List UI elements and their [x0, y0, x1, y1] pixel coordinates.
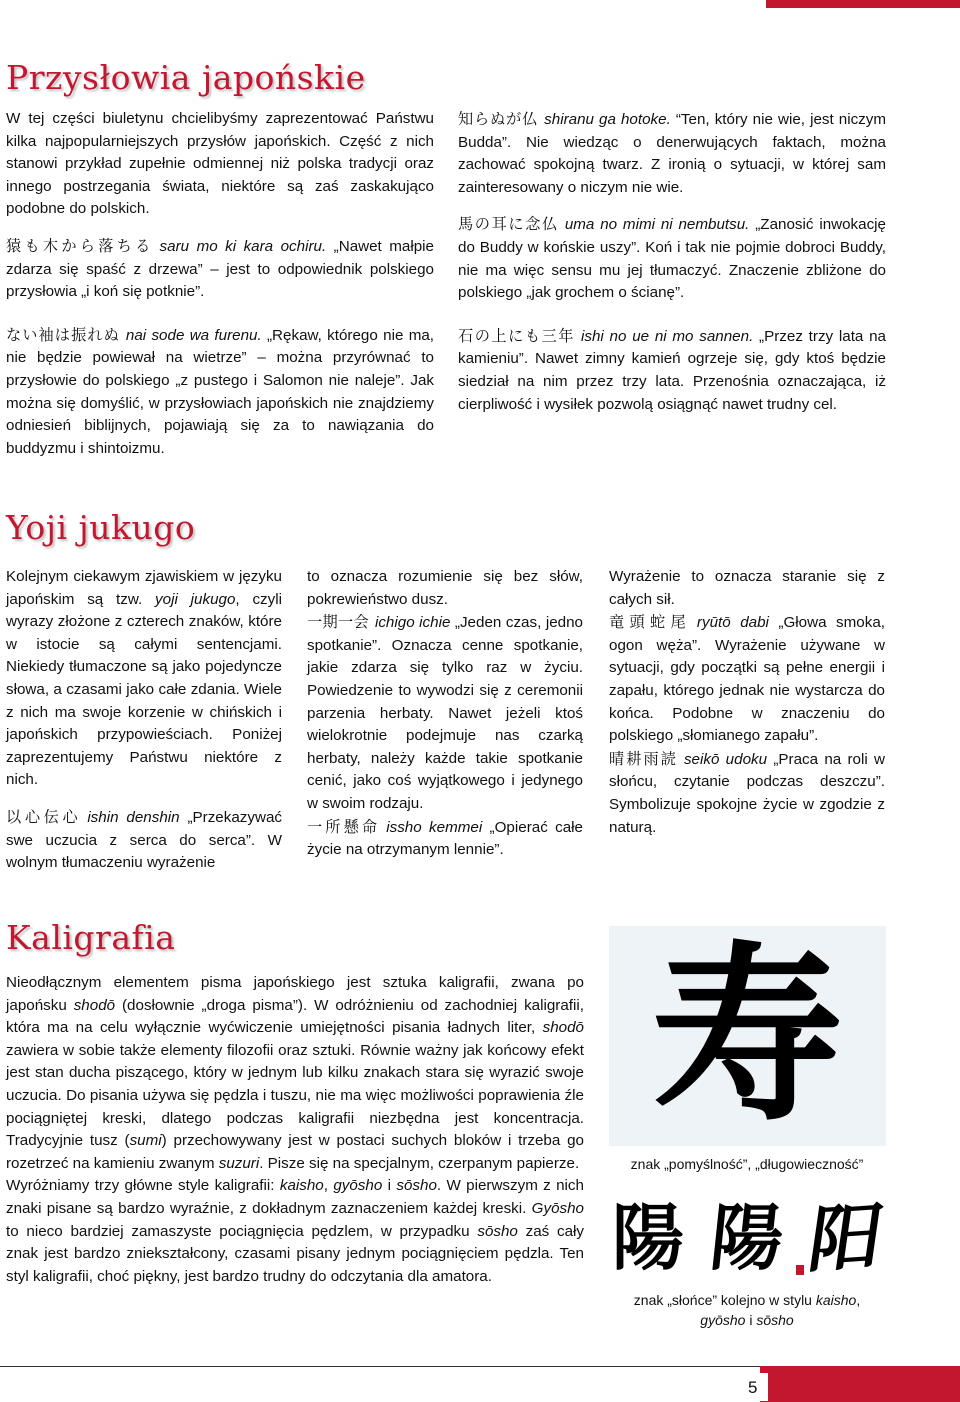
text-run: zaś cały znak jest bardzo zniekształcony, czasami pisany jednym pociągnięciem pędzla. Ten styl kaligrafii, choć piękny, jest bardzo trudny do odczytania dla amatora.	[6, 1222, 584, 1285]
term-sosho: sōsho	[477, 1222, 518, 1240]
caption-text: i	[745, 1312, 757, 1328]
caption-text: znak „słońce” kolejno w stylu	[633, 1292, 816, 1308]
proverbs-right-column	[458, 108, 886, 426]
yoji-item	[6, 806, 282, 875]
yoji-item	[609, 611, 885, 748]
proverb-japanese: ない袖は振れぬ	[6, 325, 120, 344]
calligraphy-text	[6, 972, 584, 1288]
footer-accent-block	[760, 1366, 960, 1402]
text-run: to nieco bardziej zamaszyste pociągnięcia pędzlem, w przypadku	[6, 1222, 478, 1240]
term-shodo: shodō	[542, 1019, 584, 1037]
proverb-romaji: nai sode wa furenu.	[125, 326, 262, 344]
proverb-japanese: 猿も木から落ちる	[6, 236, 154, 255]
yoji-intro-text: Kolejnym ciekawym zjawiskiem w języku japońskim są tzw.	[6, 568, 282, 608]
calligraphy-paragraph-1	[6, 972, 584, 1175]
caption-term: sōsho	[756, 1312, 794, 1328]
proverb-translation: „Zanosić inwokację do Buddy w końskie uszy”. Koń i tak nie pojmie dobroci Buddy, nie ma więc sensu mu jej tłumaczyć. Znaczenie zbliżone do polskiego „jak grochem o ścianę”.	[458, 216, 887, 302]
proverb-item	[458, 108, 886, 199]
yoji-romaji: issho kemmei	[386, 818, 483, 836]
text-run: zawiera w sobie także elementy filozofii oraz sztuki. Równie ważny jak końcowy efekt jest stan ducha piszącego, który w jednym lub kilku znakach stara się wyrazić swoje uczucia. Do pisania używa się pędzla i tuszu, nie ma więc możliwości poprawienia źle pociągniętej kreski, dlatego podczas kaligrafii niezbędna jest koncentracja. Tradycyjnie tusz (	[6, 1041, 584, 1150]
yoji-translation: „Opierać całe życie na otrzymanym lennie”.	[307, 818, 584, 859]
yoji-translation: „Przekazywać swe uczucia z serca do serca”. W wolnym tłumaczeniu wyrażenie	[6, 808, 282, 872]
caption-term: gyōsho	[700, 1312, 746, 1328]
text-run: ) przechowywany jest w postaci suchych bloków i trzeba go rozetrzeć na kamieniu zwanym	[6, 1132, 585, 1172]
term-suzuri: suzuri	[218, 1154, 260, 1172]
proverb-japanese: 石の上にも三年	[458, 326, 576, 345]
yoji-translation: „Głowa smoka, ogon węża”. Wyrażenie używane w sytuacji, gdy początki są pełne energii i zapału, którego jednak nie wystarcza do końca. Podobne w znaczeniu do polskiego „słomianego zapału”.	[609, 614, 886, 745]
caption-term: kaisho	[815, 1292, 857, 1308]
yoji-japanese: 以心伝心	[6, 807, 82, 826]
figure-caption-2	[604, 1290, 890, 1330]
term-shodo: shodō	[73, 996, 116, 1014]
yoji-intro	[6, 566, 282, 792]
term-gyosho: gyōsho	[333, 1177, 383, 1195]
yoji-translation: „Jeden czas, jedno spotkanie”. Oznacza cenne spotkanie, jakie zdarza się tylko raz w życiu. Powiedzenie to wywodzi się z ceremonii parzenia herbaty. Nawet jeżeli ktoś wielokrotnie podejmuje nas czarką herbaty, należy każde takie spotkanie cenić, jako coś wyjątkowego i jedynego w swoim rodzaju.	[307, 614, 583, 812]
text-run: i	[382, 1177, 397, 1195]
proverb-item	[458, 213, 886, 304]
proverb-romaji: shiranu ga hotoke.	[544, 111, 671, 128]
yoji-romaji: ichigo ichie	[374, 614, 451, 632]
yoji-item	[307, 611, 583, 815]
top-accent-bar	[766, 0, 960, 8]
yoji-item-continued: Wyrażenie to oznacza staranie się z całych sił.	[609, 568, 885, 608]
proverb-item	[6, 324, 434, 461]
proverb-japanese: 知らぬが仏	[458, 110, 539, 128]
yoji-romaji: ryūtō dabi	[696, 614, 769, 632]
yoji-column-3	[609, 566, 885, 839]
figure-caption-1: znak „pomyślność”, „długowieczność”	[630, 1156, 864, 1172]
yoji-japanese: 竜頭蛇尾	[609, 613, 691, 632]
proverb-romaji: saru mo ki kara ochiru.	[159, 237, 327, 255]
term-sosho: sōsho	[396, 1177, 437, 1195]
yoji-intro-text: , czyli wyrazy złożone z czterech znaków, które w istocie są całymi sentencjami. Niekiedy tłumaczone są jako pojedyncze słowa, a czasami jako całe zdania. Wiele z nich ma swoje korzenie w chińskich i japońskich przypowieściach. Poniżej zaprezentujemy Państwu niektóre z nich.	[6, 590, 282, 789]
kanji-gyosho: 陽	[706, 1195, 788, 1280]
yoji-japanese: 一期一会	[307, 613, 369, 632]
proverb-item	[458, 325, 886, 416]
page-number: 5	[748, 1378, 758, 1397]
term-kaisho: kaisho	[279, 1177, 324, 1195]
calligraphy-paragraph-2	[6, 1175, 584, 1288]
kanji-sosho: 阳	[803, 1192, 889, 1283]
proverbs-left-column	[6, 108, 434, 470]
proverb-translation: „Przez trzy lata na kamieniu”. Nawet zimny kamień ogrzeje się, gdy ktoś będzie siedział na nim przez trzy lata. Przenośnia oznaczająca, iż cierpliwość i wysiłek pozwolą osiągnąć nawet trudny cel.	[458, 327, 887, 413]
proverb-japanese: 馬の耳に念仏	[458, 215, 559, 234]
calligraphy-image-longevity	[609, 926, 886, 1146]
yoji-japanese: 晴耕雨読	[609, 749, 678, 768]
yoji-item	[609, 748, 885, 839]
yoji-column-1	[6, 566, 282, 885]
term-gyosho: Gyōsho	[531, 1199, 584, 1217]
proverb-translation: “Ten, który nie wie, jest niczym Budda”. Nie wiedząc o denerwujących faktach, można zachować spokojną twarz. Z ironią o sytuacji, w której sam zainteresowany o niczym nie wie.	[458, 111, 887, 196]
section-heading-proverbs: Przysłowia japońskie	[6, 58, 366, 97]
text-run: (dosłownie „droga pisma”). W odróżnieniu od zachodniej kaligrafii, która ma na celu wyłącznie wyćwiczenie umiejętności pisania ładnych liter,	[6, 996, 584, 1037]
yoji-term: yoji jukugo	[155, 590, 236, 608]
section-heading-calligraphy: Kaligrafia	[6, 918, 176, 957]
term-sumi: sumi	[129, 1132, 162, 1150]
proverb-translation: „Nawet małpie zdarza się spaść z drzewa” – jest to odpowiednik polskiego przysłowia „i koń się potknie”.	[6, 237, 434, 301]
text-run: ,	[323, 1177, 334, 1195]
yoji-romaji: ishin denshin	[87, 808, 180, 826]
kanji-kotobuki: 寿	[652, 924, 843, 1147]
yoji-translation: „Praca na roli w słońcu, czytanie podczas deszczu”. Symbolizuje spokojne życie w zgodzie z naturą.	[609, 750, 885, 836]
text-run: Wyróżniamy trzy główne style kaligrafii:	[6, 1177, 280, 1195]
caption-text: ,	[856, 1292, 861, 1308]
proverb-romaji: ishi no ue ni mo sannen.	[581, 327, 754, 345]
proverb-translation: „Rękaw, którego nie ma, nie będzie powiewał na wietrze” – można przyrównać to przysłowie do polskiego „z pustego i Salomon nie naleje”. Jak można się domyślić, w przysłowiach japońskich nie znajdziemy odniesień biblijnych, pojawiają się za to nawiązania do buddyzmu i shintoizmu.	[6, 326, 435, 457]
seal-stamp	[796, 1265, 804, 1275]
yoji-japanese: 一所懸命	[307, 817, 381, 836]
proverb-item	[6, 235, 434, 304]
yoji-item	[307, 816, 583, 862]
proverb-romaji: uma no mimi ni nembutsu.	[564, 216, 750, 234]
text-run: Nieodłącznym elementem pisma japońskiego jest sztuka kaligrafii, zwana po japońsku	[6, 974, 584, 1014]
footer-rule	[0, 1366, 760, 1367]
text-run: . Pisze się na specjalnym, czerpanym papierze.	[259, 1154, 580, 1172]
yoji-romaji: seikō udoku	[683, 750, 768, 768]
calligraphy-image-sun-styles	[612, 1192, 889, 1283]
yoji-item-continued: to oznacza rozumienie się bez słów, pokrewieństwo dusz.	[307, 568, 583, 608]
text-run: . W pierwszym z nich znaki pisane są bardzo wyraźnie, z dokładnym zaznaczeniem każdej kreski.	[6, 1177, 584, 1217]
kanji-kaisho: 陽	[612, 1195, 685, 1280]
yoji-column-2	[307, 566, 583, 862]
section-heading-yoji: Yoji jukugo	[6, 508, 196, 547]
proverbs-intro: W tej części biuletynu chcielibyśmy zaprezentować Państwu kilka najpopularniejszych przysłów japońskich. Część z nich stanowi przykład zupełnie odmiennej niż polska tradycji oraz innego postrzegania świata, niektóre są zaś zaskakująco podobne do polskich.	[6, 110, 434, 218]
